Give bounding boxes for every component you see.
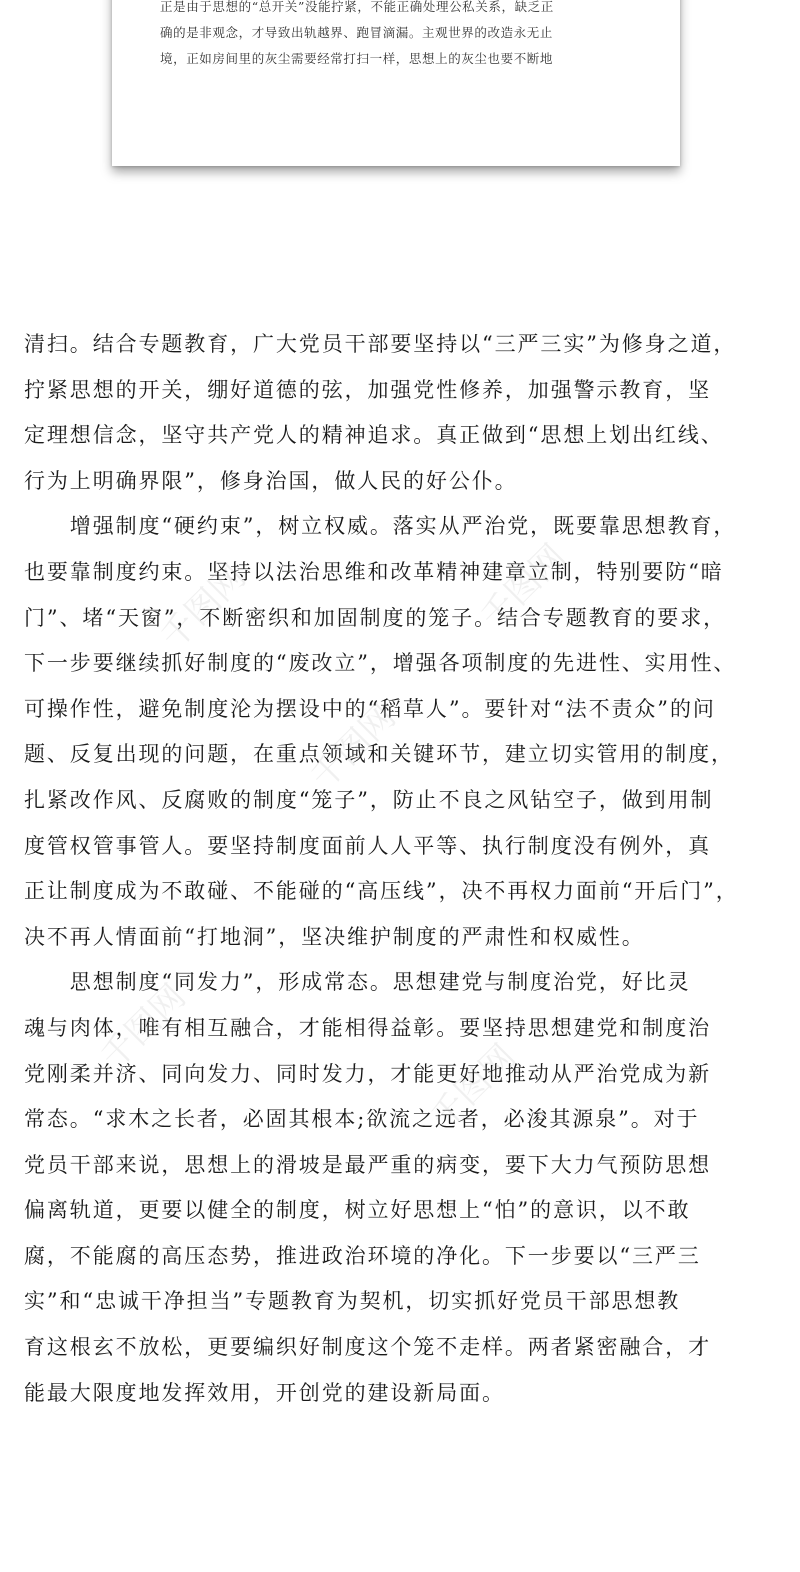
article-line: 下一步要继续抓好制度的“废改立”，增强各项制度的先进性、实用性、 (24, 651, 737, 676)
article-line: 清扫。结合专题教育，广大党员干部要坚持以“三严三实”为修身之道， (24, 332, 737, 356)
watermark: 千图网 (423, 1036, 524, 1138)
preview-card (112, 0, 680, 166)
watermark: 千图网 (93, 976, 194, 1078)
article-line: 也要靠制度约束。坚持以法治思维和改革精神建章立制，特别要防“暗 (24, 559, 724, 584)
preview-card-text (160, 0, 640, 72)
watermark: 千图网 (303, 696, 404, 798)
card-line: 境，正如房间里的灰尘需要经常打扫一样，思想上的灰尘也要不断地 (160, 51, 554, 66)
watermark: 千图网 (153, 556, 254, 658)
article-line: 魂与肉体，唯有相互融合，才能相得益彰。要坚持思想建党和制度治 (24, 1015, 711, 1040)
article-line: 能最大限度地发挥效用，开创党的建设新局面。 (24, 1380, 505, 1405)
article-line: 门”、堵“天窗”，不断密织和加固制度的笼子。结合专题教育的要求， (24, 605, 727, 630)
article-line: 偏离轨道，更要以健全的制度，树立好思想上“怕”的意识，以不敢 (24, 1198, 691, 1223)
article-line: 思想制度“同发力”，形成常态。思想建党与制度治党，好比灵 (24, 970, 691, 995)
article-line: 增强制度“硬约束”，树立权威。落实从严治党，既要靠思想教育， (24, 514, 737, 539)
article-line: 党员干部来说，思想上的滑坡是最严重的病变，要下大力气预防思想 (24, 1152, 711, 1177)
article-line: 决不再人情面前“打地洞”，坚决维护制度的严肃性和权威性。 (24, 924, 645, 949)
article-line: 定理想信念，坚守共产党人的精神追求。真正做到“思想上划出红线、 (24, 423, 724, 448)
article-line: 实”和“忠诚干净担当”专题教育为契机，切实抓好党员干部思想教 (24, 1289, 681, 1314)
card-line: 确的是非观念，才导致出轨越界、跑冒滴漏。主观世界的改造永无止 (160, 25, 554, 40)
article-line: 行为上明确界限”，修身治国，做人民的好公仆。 (24, 468, 518, 493)
article-line: 拧紧思想的开关，绷好道德的弦，加强党性修养，加强警示教育，坚 (24, 377, 711, 402)
watermark: 千图网 (473, 536, 574, 638)
article-line: 度管权管事管人。要坚持制度面前人人平等、执行制度没有例外，真 (24, 833, 711, 858)
article-line: 扎紧改作风、反腐败的制度“笼子”，防止不良之风钻空子，做到用制 (24, 787, 714, 812)
article-line: 育这根玄不放松，更要编织好制度这个笼不走样。两者紧密融合，才 (24, 1335, 711, 1360)
article-line: 题、反复出现的问题，在重点领域和关键环节，建立切实管用的制度， (24, 742, 734, 767)
article-line: 腐，不能腐的高压态势，推进政治环境的净化。下一步要以“三严三 (24, 1243, 701, 1268)
article-body (24, 322, 784, 1416)
article-line: 正让制度成为不敢碰、不能碰的“高压线”，决不再权力面前“开后门”， (24, 879, 739, 904)
article-line: 党刚柔并济、同向发力、同时发力，才能更好地推动从严治党成为新 (24, 1061, 711, 1086)
article-line: 常态。“求木之长者，必固其根本;欲流之远者，必浚其源泉”。对于 (24, 1107, 700, 1132)
article-line: 可操作性，避免制度沦为摆设中的“稻草人”。要针对“法不责众”的问 (24, 696, 716, 721)
card-line: 正是由于思想的“总开关”没能拧紧，不能正确处理公私关系，缺乏正 (160, 0, 554, 14)
